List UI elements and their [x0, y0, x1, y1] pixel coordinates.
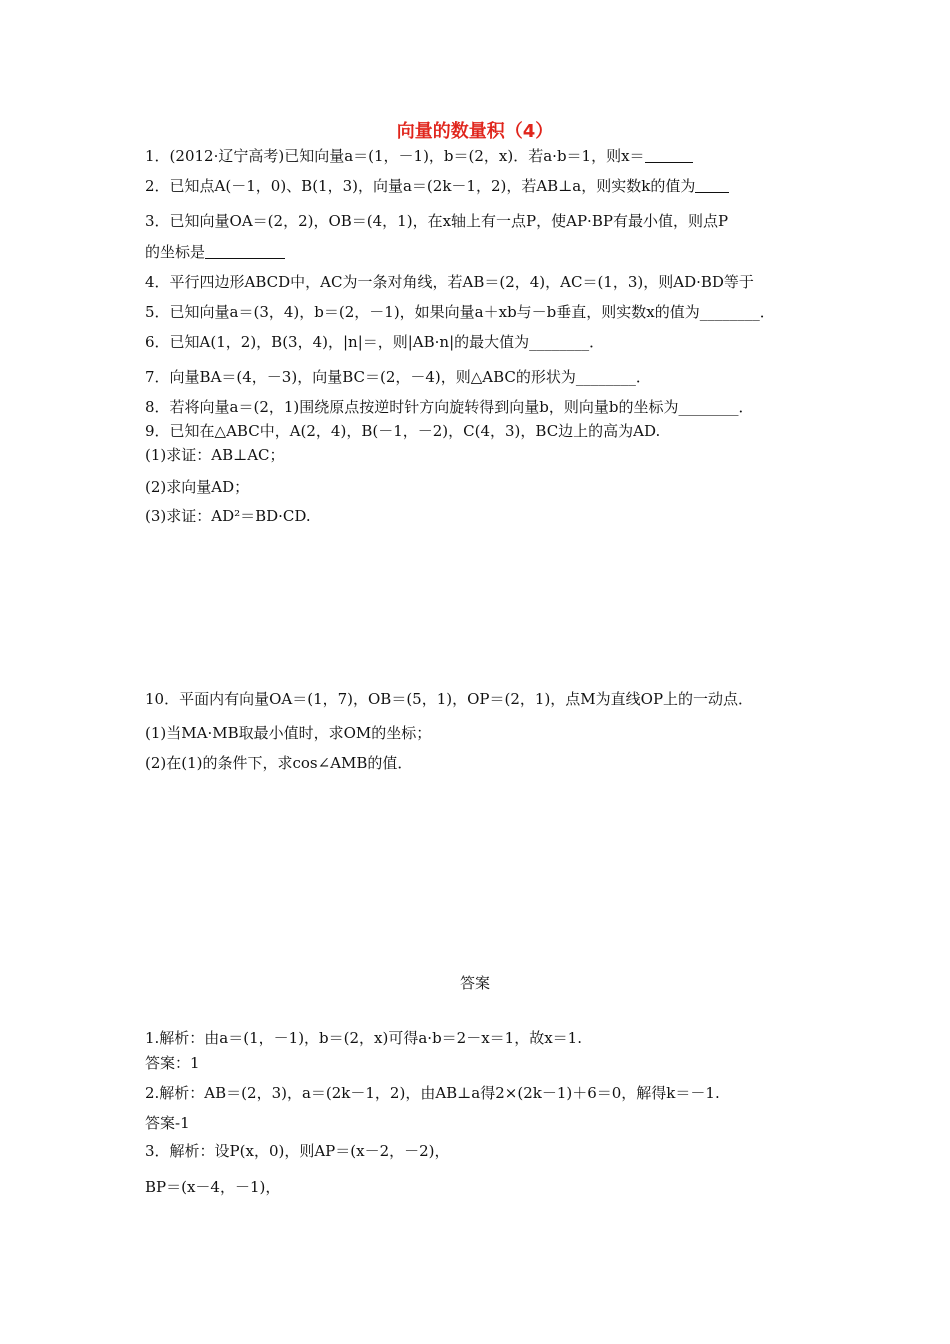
question-8: 8．若将向量a＝(2，1)围绕原点按逆时针方向旋转得到向量b，则向量b的坐标为________． — [145, 398, 754, 416]
question-9-part-2: (2)求向量AD； — [145, 478, 250, 496]
question-6: 6．已知A(1，2)，B(3，4)，|n|＝，则|AB·n|的最大值为________． — [145, 333, 605, 351]
answer-line: 答案-1 — [145, 1114, 190, 1132]
answer-blank — [645, 146, 693, 163]
answer-line: 答案：1 — [145, 1054, 200, 1072]
page-title: 向量的数量积（4） — [396, 121, 554, 142]
answer-blank — [205, 242, 285, 259]
question-2: 2．已知点A(－1，0)、B(1，3)，向量a＝(2k－1，2)，若AB⊥a，则实数k的值为 — [145, 175, 825, 197]
question-9-part-1: (1)求证：AB⊥AC； — [145, 446, 285, 464]
question-3: 3．已知向量OA＝(2，2)，OB＝(4，1)，在x轴上有一点P，使AP·BP有最小值，则点P — [145, 212, 729, 230]
question-9-part-3: (3)求证：AD²＝BD·CD. — [145, 507, 311, 525]
question-5: 5．已知向量a＝(3，4)，b＝(2，－1)，如果向量a＋xb与－b垂直，则实数x的值为________． — [145, 303, 775, 321]
answer-line: 3．解析：设P(x，0)，则AP＝(x－2，－2)， — [145, 1142, 450, 1160]
question-10-part-2: (2)在(1)的条件下，求cos∠AMB的值． — [145, 754, 413, 772]
answers-heading: 答案 — [459, 974, 490, 992]
question-9: 9．已知在△ABC中，A(2，4)，B(－1，－2)，C(4，3)，BC边上的高为AD. — [145, 422, 661, 440]
answer-line: BP＝(x－4，－1)， — [145, 1178, 281, 1196]
answer-blank — [695, 176, 729, 193]
question-7: 7．向量BA＝(4，－3)，向量BC＝(2，－4)，则△ABC的形状为________． — [145, 368, 651, 386]
answer-line: 2.解析：AB＝(2，3)，a＝(2k－1，2)，由AB⊥a得2×(2k－1)＋6＝0，解得k＝－1. — [145, 1084, 720, 1102]
question-1: 1．(2012·辽宁高考)已知向量a＝(1，－1)，b＝(2，x)．若a·b＝1，则x＝ — [145, 145, 825, 167]
question-10: 10．平面内有向量OA＝(1，7)，OB＝(5，1)，OP＝(2，1)，点M为直线OP上的一动点． — [145, 690, 754, 708]
question-10-part-1: (1)当MA·MB取最小值时，求OM的坐标； — [145, 724, 432, 742]
question-3-cont: 的坐标是 — [145, 241, 825, 263]
answer-line: 1.解析：由a＝(1，－1)，b＝(2，x)可得a·b＝2－x＝1，故x＝1. — [145, 1029, 582, 1047]
question-4: 4．平行四边形ABCD中，AC为一条对角线，若AB＝(2，4)，AC＝(1，3)，则AD·BD等于 — [145, 273, 754, 291]
